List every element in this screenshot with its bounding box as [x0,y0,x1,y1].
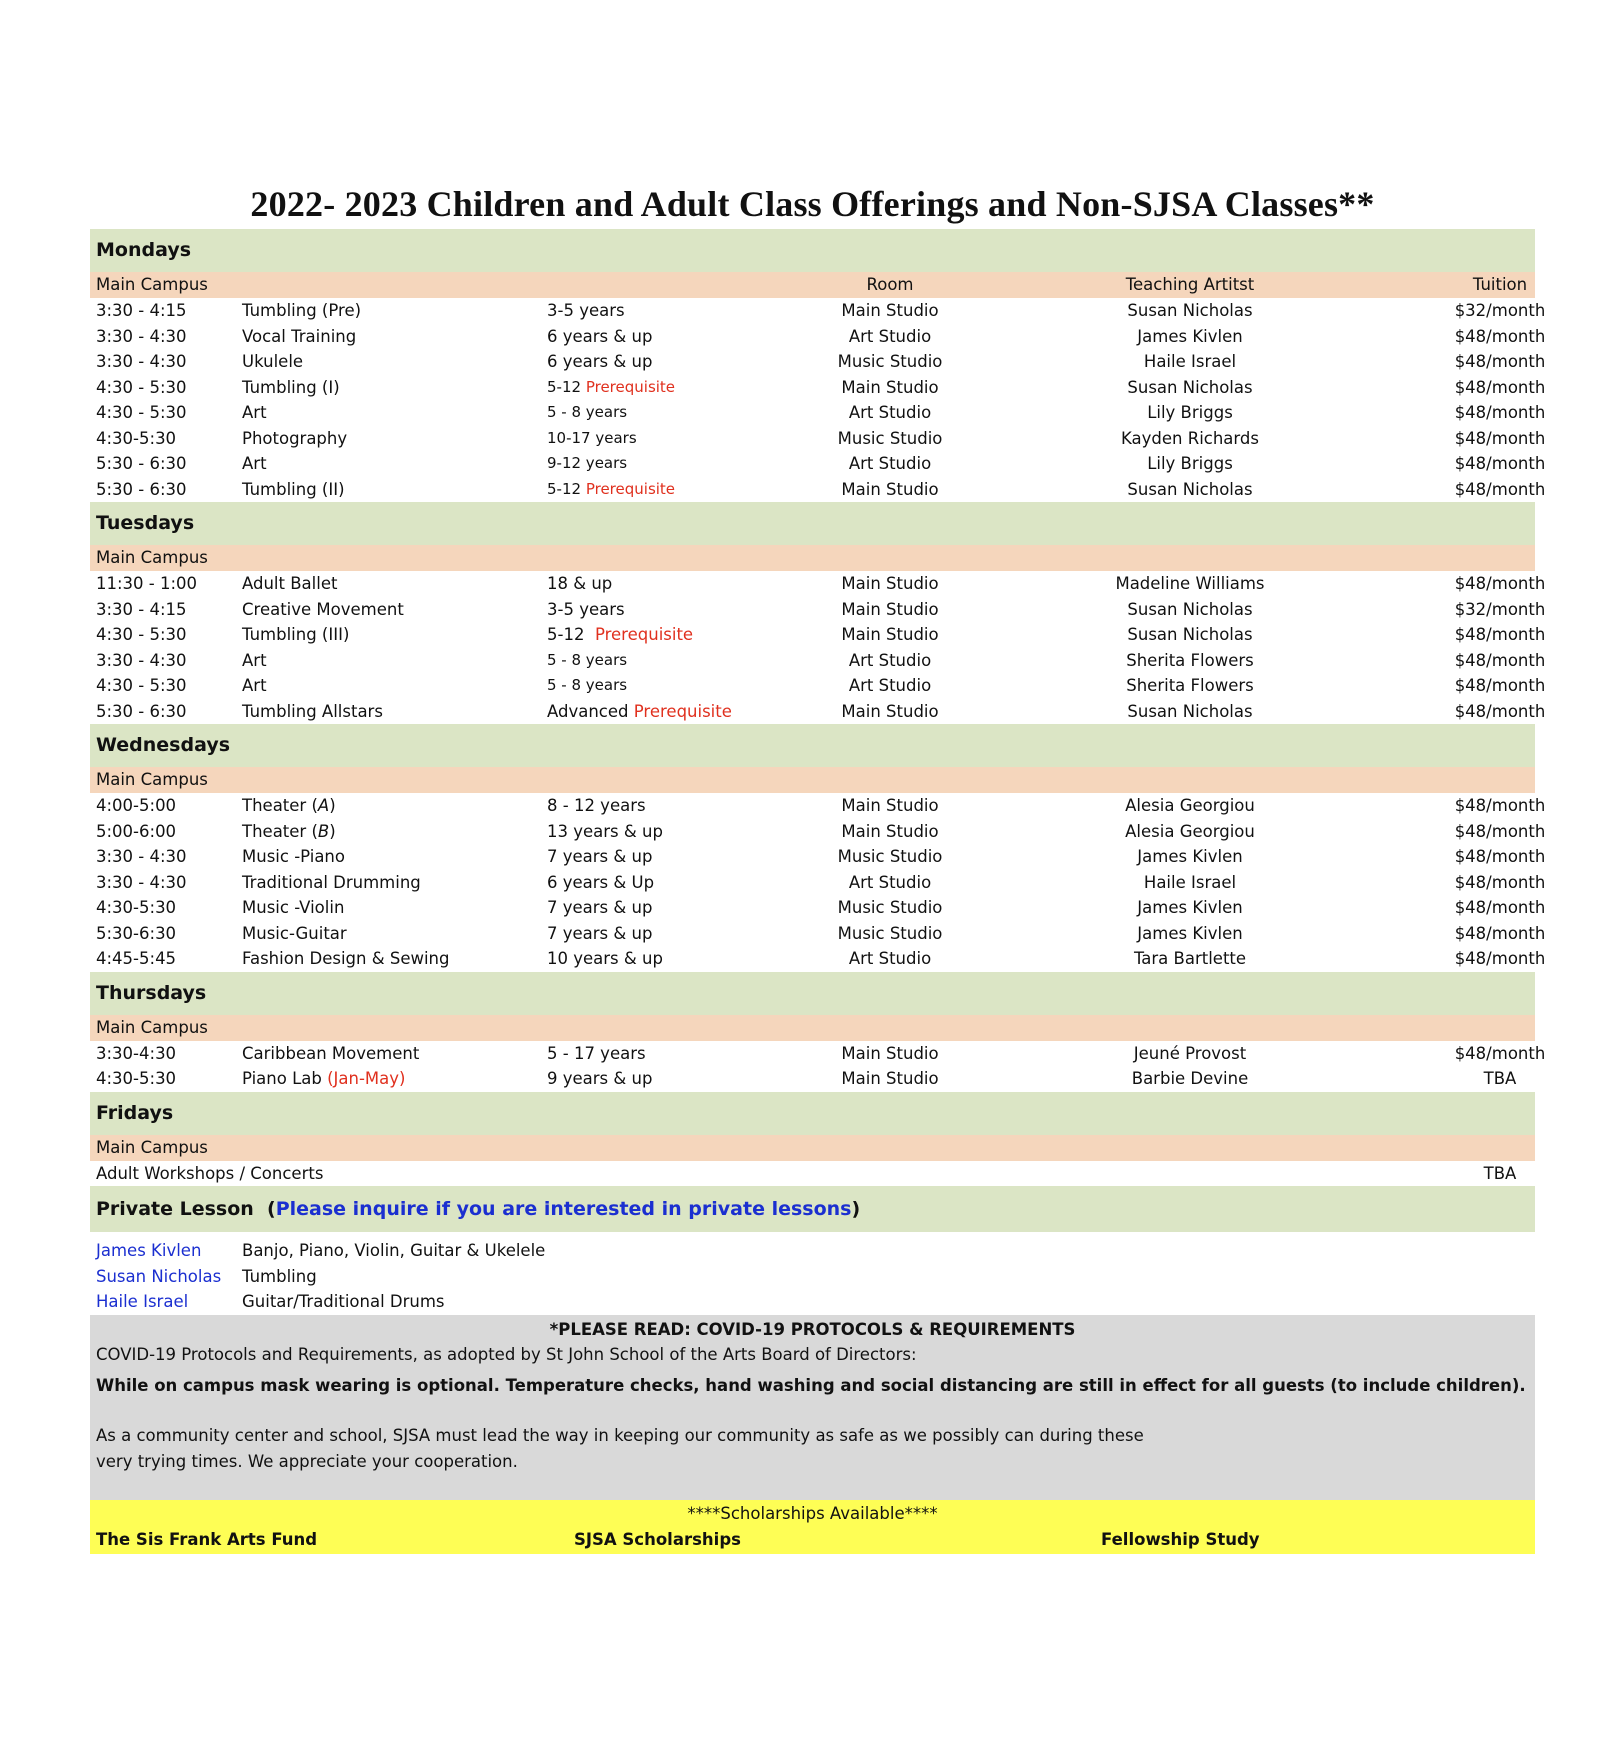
teacher: Lily Briggs [1147,403,1233,422]
campus-label: Main Campus [96,1017,208,1037]
teacher: Sherita Flowers [1126,676,1254,695]
table-row [90,895,1546,921]
tuition-column-header: Tuition [1472,275,1528,294]
teacher: Haile Israel [1143,352,1237,371]
class-name [242,1066,405,1092]
teacher: Sherita Flowers [1126,650,1254,670]
class-time: 3:30 - 4:30 [96,872,187,892]
class-name: Tumbling (I) [242,377,340,397]
private-subjects: Tumbling [242,1266,317,1286]
class-time: 4:30-5:30 [96,1069,177,1088]
table-row [90,1041,1546,1067]
private-teacher: James Kivlen [96,1241,202,1260]
class-time: 4:45-5:45 [96,949,177,968]
table-row [90,451,1546,477]
room: Music Studio [837,898,943,917]
table-row [90,648,1546,674]
class-time: 11:30 - 1:00 [96,574,198,593]
campus-header [90,767,1535,793]
tuition: $48/month [1454,454,1546,473]
class-name: Photography [242,428,348,448]
private-subjects: Banjo, Piano, Violin, Guitar & Ukelele [242,1241,546,1260]
tuition: $48/month [1454,701,1546,721]
class-time: 3:30 - 4:30 [96,352,187,371]
list-item [90,1264,1535,1290]
tuition: TBA [1483,1069,1517,1088]
list-item [90,1238,1535,1264]
teacher: Susan Nicholas [1127,599,1253,619]
teacher: Madeline Williams [1115,574,1265,593]
private-lesson-header [90,1186,1535,1232]
teacher: Susan Nicholas [1127,479,1253,499]
class-name: Art [242,676,267,695]
teacher: Kayden Richards [1121,428,1259,448]
table-row [90,921,1546,947]
prerequisite-note: Prerequisite [633,701,732,721]
class-name-close: ) [329,796,336,815]
table-row [90,946,1546,972]
teacher: James Kivlen [1137,898,1243,917]
campus-label: Main Campus [96,770,208,789]
schedule-table [90,229,1546,1554]
tuition: $48/month [1454,326,1546,346]
room: Art Studio [848,454,932,473]
teacher: Jeuné Provost [1133,1043,1247,1063]
room: Main Studio [841,1069,939,1088]
teacher: Haile Israel [1143,872,1237,892]
room: Main Studio [841,301,939,320]
class-term-note: (Jan-May) [327,1069,406,1088]
tuition: $48/month [1454,574,1546,593]
class-name: Fashion Design & Sewing [242,949,450,968]
tuition: $48/month [1454,796,1546,815]
age-group: 5 - 8 years [547,403,628,421]
class-section: A [317,796,330,815]
teacher: James Kivlen [1137,847,1243,866]
room: Art Studio [848,650,932,670]
tuition: $48/month [1454,923,1546,943]
table-row [90,571,1546,597]
class-name: Tumbling Allstars [242,701,383,721]
age-group: 7 years & up [547,923,653,943]
teacher: Tara Bartlette [1133,949,1247,968]
tuition: $48/month [1454,403,1546,422]
scholarship-sis-frank: The Sis Frank Arts Fund [96,1530,318,1549]
campus-label: Main Campus [96,1137,208,1157]
class-name: Music -Piano [242,847,345,866]
class-time: 5:30-6:30 [96,923,177,943]
day-header-fridays: Fridays [90,1092,1535,1135]
table-row [90,400,1546,426]
class-time: 4:30-5:30 [96,428,177,448]
room: Art Studio [848,949,932,968]
age-range: 5-12 [547,377,582,396]
table-row [90,793,1546,819]
age-group: 5 - 8 years [547,650,628,669]
class-name: Music-Guitar [242,923,347,943]
class-time: 4:30 - 5:30 [96,403,187,422]
room: Main Studio [841,701,939,721]
teacher: Alesia Georgiou [1125,796,1255,815]
class-time: 3:30 - 4:15 [96,301,187,320]
class-name: Adult Ballet [242,574,338,593]
tuition: $48/month [1454,949,1546,968]
private-teacher: Susan Nicholas [96,1266,222,1286]
class-time: 5:30 - 6:30 [96,701,187,721]
teacher: James Kivlen [1137,326,1243,346]
room: Music Studio [837,847,943,866]
age-group: 7 years & up [547,898,653,917]
class-time: 5:30 - 6:30 [96,479,187,499]
private-teacher: Haile Israel [96,1292,189,1311]
list-item [90,1289,1535,1315]
room: Main Studio [841,599,939,619]
age-range: 5-12 [547,479,582,498]
class-section: B [317,821,330,841]
table-row [90,1161,1535,1187]
table-row [90,699,1546,725]
tuition: $48/month [1454,898,1546,917]
campus-header [90,1135,1535,1161]
table-row [90,870,1546,896]
room: Music Studio [837,428,943,448]
room: Main Studio [841,821,939,841]
tuition: $48/month [1454,1043,1546,1063]
class-name: Tumbling (II) [242,479,345,499]
tuition: $48/month [1454,676,1546,695]
table-row [90,477,1546,503]
covid-paragraph-line: very trying times. We appreciate your cooperation. [96,1451,518,1471]
class-name-text: Theater ( [242,821,318,841]
teacher: Susan Nicholas [1127,625,1253,644]
room: Main Studio [841,479,939,499]
class-time: 4:00-5:00 [96,796,177,815]
scholarships-band [90,1500,1535,1554]
private-subjects: Guitar/Traditional Drums [242,1292,445,1311]
covid-intro: COVID-19 Protocols and Requirements, as adopted by St John School of the Arts Board of Directors: [96,1345,917,1364]
class-time: 3:30-4:30 [96,1043,177,1063]
table-row [90,426,1546,452]
campus-header [90,545,1535,571]
room: Art Studio [848,403,932,422]
table-row [90,819,1546,845]
class-time: 3:30 - 4:30 [96,650,187,670]
class-name [242,793,336,819]
age-group: 6 years & up [547,352,653,371]
class-name: Tumbling (III) [242,625,350,644]
day-header-mondays: Mondays [90,229,1535,272]
class-name: Art [242,454,267,473]
tuition: $48/month [1454,650,1546,670]
page-title: 2022- 2023 Children and Adult Class Offerings and Non-SJSA Classes** [250,184,1375,224]
age-group: 5 - 17 years [547,1043,646,1063]
teacher-column-header: Teaching Artitst [1125,275,1255,294]
age-group [547,477,675,503]
teacher: Susan Nicholas [1127,377,1253,397]
class-time: 3:30 - 4:30 [96,326,187,346]
age-group: 9-12 years [547,454,628,472]
class-name-text: Theater ( [242,796,318,815]
class-time: 3:30 - 4:30 [96,847,187,866]
tuition: $48/month [1454,625,1546,644]
class-time: 4:30-5:30 [96,898,177,917]
covid-paragraph [96,1423,1529,1474]
table-row [90,622,1546,648]
class-name: Music -Violin [242,898,345,917]
paren-open: ( [267,1198,276,1220]
class-name: Adult Workshops / Concerts [96,1163,324,1183]
scholarships-banner: ****Scholarships Available**** [687,1504,938,1523]
tuition: $48/month [1454,872,1546,892]
age-group: 3-5 years [547,599,625,619]
teacher: Susan Nicholas [1127,701,1253,721]
class-time: 4:30 - 5:30 [96,625,187,644]
room: Art Studio [848,872,932,892]
room-column-header: Room [866,275,914,294]
teacher: Barbie Devine [1131,1069,1249,1088]
tuition: $32/month [1454,301,1546,320]
class-time: 5:00-6:00 [96,821,177,841]
campus-header [90,272,1535,298]
teacher: Susan Nicholas [1127,301,1253,320]
age-group: 18 & up [547,574,613,593]
tuition: $32/month [1454,599,1546,619]
room: Main Studio [841,796,939,815]
room: Main Studio [841,574,939,593]
private-lesson-label: Private Lesson [96,1198,254,1220]
age-group [547,699,732,725]
age-group: 10 years & up [547,949,663,968]
tuition: $48/month [1454,377,1546,397]
day-header-thursdays: Thursdays [90,972,1535,1015]
table-row [90,349,1546,375]
teacher: Lily Briggs [1147,454,1233,473]
room: Main Studio [841,625,939,644]
age-group [547,375,675,401]
age-group: 7 years & up [547,847,653,866]
tuition: TBA [1483,1163,1517,1183]
room: Art Studio [848,676,932,695]
tuition: $48/month [1454,821,1546,841]
tuition: $48/month [1454,479,1546,499]
age-group: 13 years & up [547,821,663,841]
table-row [90,324,1546,350]
covid-heading: *PLEASE READ: COVID-19 PROTOCOLS & REQUIREMENTS [549,1319,1076,1339]
covid-notice [90,1315,1535,1501]
scholarship-sjsa: SJSA Scholarships [574,1530,741,1549]
class-name: Vocal Training [242,326,357,346]
room: Music Studio [837,923,943,943]
day-header-tuesdays: Tuesdays [90,502,1535,545]
class-time: 3:30 - 4:15 [96,599,187,619]
class-time: 4:30 - 5:30 [96,676,187,695]
class-name: Creative Movement [242,599,404,619]
class-name-close: ) [329,821,336,841]
table-row [90,298,1546,324]
table-row [90,375,1546,401]
class-name-text: Piano Lab [242,1069,322,1088]
table-row [90,597,1546,623]
tuition: $48/month [1454,352,1546,371]
age-group: 6 years & up [547,326,653,346]
covid-paragraph-line: As a community center and school, SJSA must lead the way in keeping our community as safe as we possibly can during these [96,1426,1144,1445]
class-time: 4:30 - 5:30 [96,377,187,397]
age-group: 10-17 years [547,428,637,447]
campus-label: Main Campus [96,275,208,294]
age-group: 5 - 8 years [547,676,628,694]
tuition: $48/month [1454,847,1546,866]
age-range: Advanced [547,701,629,721]
room: Main Studio [841,1043,939,1063]
campus-header [90,1015,1535,1041]
table-row [90,673,1546,699]
covid-rule: While on campus mask wearing is optional. Temperature checks, hand washing and social distancing are still in effect for all guests (to include children). [96,1375,1526,1395]
table-row [90,1066,1535,1092]
class-name: Art [242,403,267,422]
room: Main Studio [841,377,939,397]
campus-label: Main Campus [96,548,208,567]
class-name: Tumbling (Pre) [242,301,362,320]
age-group: 6 years & Up [547,872,655,892]
class-name: Traditional Drumming [242,872,421,892]
tuition: $48/month [1454,428,1546,448]
prerequisite-note: Prerequisite [585,479,676,498]
class-name: Art [242,650,267,670]
table-row [90,844,1546,870]
private-lesson-inquire-note: Please inquire if you are interested in private lessons [275,1198,852,1220]
age-group: 8 - 12 years [547,796,646,815]
teacher: Alesia Georgiou [1125,821,1255,841]
age-group: 3-5 years [547,301,625,320]
paren-close: ) [851,1198,861,1220]
class-name: Ukulele [242,352,304,371]
class-name [242,819,336,845]
teacher: James Kivlen [1137,923,1243,943]
room: Art Studio [848,326,932,346]
prerequisite-note: Prerequisite [594,625,694,644]
scholarship-fellowship: Fellowship Study [1101,1530,1260,1549]
age-group: 9 years & up [547,1069,653,1088]
age-group [547,622,693,648]
day-header-wednesdays: Wednesdays [90,724,1535,767]
prerequisite-note: Prerequisite [585,377,676,396]
room: Music Studio [837,352,943,371]
class-name: Caribbean Movement [242,1043,420,1063]
age-range: 5-12 [547,625,585,644]
class-time: 5:30 - 6:30 [96,454,187,473]
